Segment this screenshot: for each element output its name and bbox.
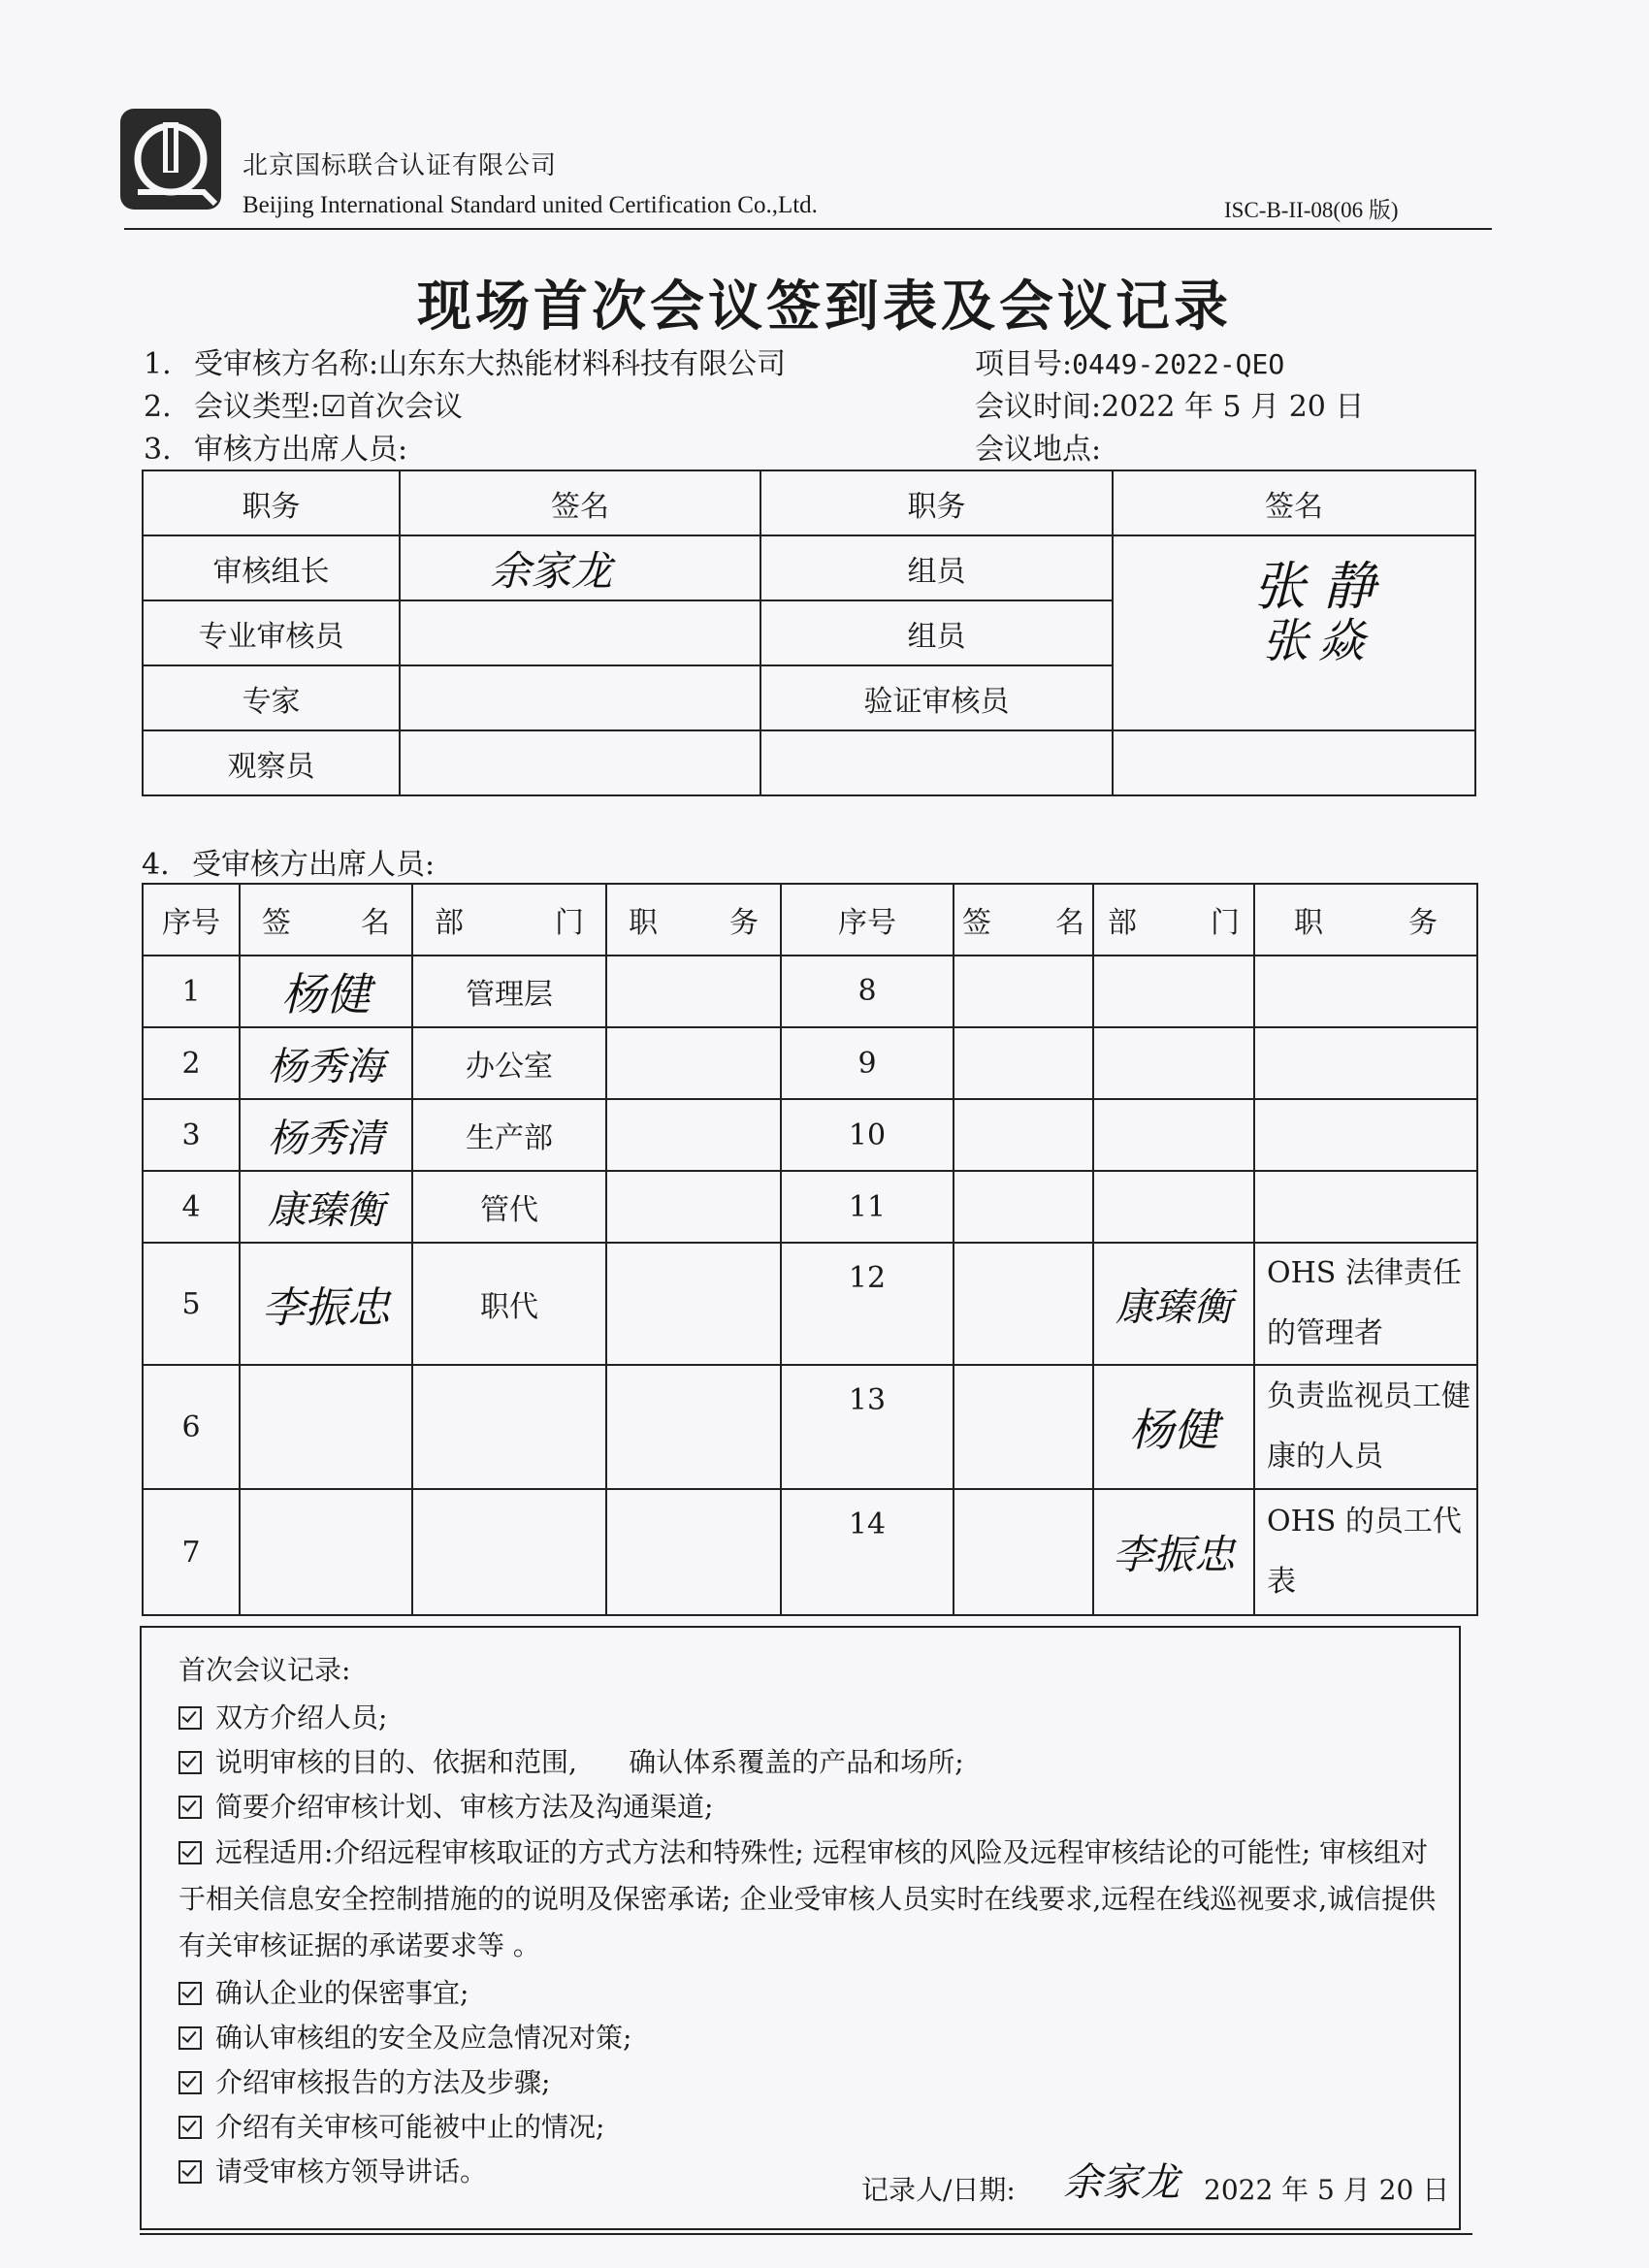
signature: 康臻衡 [268,1187,384,1233]
seq-cell: 14 [781,1489,954,1615]
signature-cell [954,1027,1093,1099]
role-cell: 组员 [760,535,1113,600]
document-code: ISC-B-II-08(06 版) [1224,198,1399,222]
table-header-row [143,470,1475,535]
header-signature: 签名 [400,470,760,535]
role-cell: 观察员 [143,730,400,795]
record-item [178,1971,1439,2016]
header-duty [606,884,781,956]
seq-cell: 1 [143,956,240,1027]
page-title: 现场首次会议签到表及会议记录 [417,275,1232,339]
signature-cell [240,1365,412,1489]
member-signature-cell [1113,535,1475,730]
duty-cell [606,1243,781,1365]
record-text: 确认企业的保密事宜; [215,1977,469,2009]
signature-cell [240,1171,412,1243]
role-cell: 验证审核员 [760,665,1113,730]
signature: 杨健 [281,968,371,1021]
dept-cell: 职代 [412,1243,606,1365]
dept-cell [1093,1099,1254,1171]
dept-cell [1093,1171,1254,1243]
header-signature: 签名 [1113,470,1475,535]
checkbox-checked-icon [178,1982,202,2005]
footer-divider [140,2233,1472,2235]
meeting-place-label: 会议地点: [975,433,1102,467]
company-name-cn: 北京国标联合认证有限公司 [242,151,558,180]
signature: 张焱 [1261,614,1374,668]
record-item [178,1740,1439,1785]
duty-cell [606,1365,781,1489]
record-item [178,2060,1439,2105]
signature-cell [1113,730,1475,795]
seq-cell: 2 [143,1027,240,1099]
records-title: 首次会议记录: [178,1654,351,1686]
header-role: 职务 [760,470,1113,535]
company-logo-icon [118,107,223,211]
header-char: 签 [262,906,291,940]
meeting-time-label: 会议时间: [975,390,1102,424]
table-row [143,1365,1477,1489]
duty-cell [1254,1099,1477,1171]
table-row [143,1099,1477,1171]
duty-cell: OHS 法律责任的管理者 [1254,1243,1477,1365]
record-item [178,1785,1439,1830]
auditee-value: 山东东大热能材料科技有限公司 [378,347,787,381]
dept-cell: 生产部 [412,1099,606,1171]
meeting-time-value: 2022 年 5 月 20 日 [1101,390,1365,424]
meeting-type-label: 会议类型: [194,390,321,424]
dept-cell [412,1489,606,1615]
header-role: 职务 [143,470,400,535]
seq-cell: 8 [781,956,954,1027]
seq-cell: 10 [781,1099,954,1171]
record-date: 2022 年 5 月 20 日 [1204,2174,1450,2206]
signature-cell [954,1171,1093,1243]
checkbox-checked-icon [178,1796,202,1819]
table-row [143,535,1475,600]
signature: 李振忠 [262,1283,390,1333]
header-sign [954,884,1093,956]
checkbox-checked-icon [178,1841,202,1864]
item-number: 1. [144,347,172,381]
dept-cell: 办公室 [412,1027,606,1099]
header-char: 职 [1294,906,1323,940]
signature: 康臻衡 [1116,1284,1232,1330]
dept-cell [1093,1027,1254,1099]
header-char: 部 [1108,906,1137,940]
header-seq: 序号 [143,884,240,956]
signature: 杨秀清 [268,1116,384,1161]
auditee-label: 受审核方名称: [194,347,379,381]
seq-cell: 4 [143,1171,240,1243]
header-char: 名 [361,906,390,940]
seq-cell: 13 [781,1365,954,1489]
signature-cell [954,1243,1093,1365]
duty-cell [606,1171,781,1243]
header-char: 签 [962,906,991,940]
table-row [143,730,1475,795]
duty-cell [606,1489,781,1615]
auditee-attendee-table [142,883,1478,1616]
audit-team-table [142,470,1476,796]
project-number-line [975,340,1284,382]
meeting-place-line [975,425,1101,468]
signature: 杨秀海 [268,1044,384,1089]
header-dept [1093,884,1254,956]
dept-cell: 管理层 [412,956,606,1027]
header-char: 门 [555,906,584,940]
record-item [178,2105,1439,2150]
record-item [178,2016,1439,2060]
role-cell: 组员 [760,600,1113,665]
record-item [178,1696,1439,1740]
recorder-label: 记录人/日期: [861,2174,1016,2206]
signature: 张静 [1253,556,1393,617]
record-text: 请受审核方领导讲话。 [215,2155,488,2187]
duty-cell [1254,1171,1477,1243]
checkbox-checked-icon [178,2160,202,2184]
table-header-row [143,884,1477,956]
signature-cell [400,535,760,600]
meeting-type-value: ☑首次会议 [320,390,464,424]
duty-cell: OHS 的员工代表 [1254,1489,1477,1615]
seq-cell: 6 [143,1365,240,1489]
checkbox-checked-icon [178,2071,202,2094]
signature-cell [954,1099,1093,1171]
signature-cell [400,730,760,795]
auditee-attendees-label: 受审核方出席人员: [192,848,436,882]
signature-cell [240,1099,412,1171]
signature-cell [240,956,412,1027]
role-cell: 审核组长 [143,535,400,600]
audit-attendees-line [144,425,407,468]
dept-cell [1093,1365,1254,1489]
signature: 余家龙 [489,546,612,595]
record-text: 确认审核组的安全及应急情况对策; [215,2022,632,2054]
checkbox-checked-icon [178,2026,202,2050]
role-cell: 专家 [143,665,400,730]
duty-cell [606,1099,781,1171]
dept-cell: 管代 [412,1171,606,1243]
header-char: 部 [435,906,464,940]
header-divider [124,228,1492,230]
signature: 李振忠 [1112,1531,1235,1578]
table-row [143,1027,1477,1099]
signature-cell [954,956,1093,1027]
table-row [143,1171,1477,1243]
checkbox-checked-icon [178,1706,202,1730]
seq-cell: 9 [781,1027,954,1099]
duty-cell [606,1027,781,1099]
header-char: 务 [729,906,759,940]
record-item [178,1830,1439,1969]
seq-cell: 11 [781,1171,954,1243]
dept-cell [1093,1243,1254,1365]
duty-cell [1254,956,1477,1027]
record-text: 介绍有关审核可能被中止的情况; [215,2111,605,2143]
header-char: 务 [1408,906,1438,940]
table-row [143,1489,1477,1615]
record-text: 介绍审核报告的方法及步骤; [215,2066,551,2098]
header-char: 名 [1055,906,1084,940]
auditee-attendees-line [142,840,435,883]
header-sign [240,884,412,956]
seq-cell: 7 [143,1489,240,1615]
role-cell [760,730,1113,795]
table-row [143,956,1477,1027]
project-value: 0449-2022-QEO [1072,348,1285,380]
item-number: 3. [144,433,172,467]
meeting-type-line [144,382,463,425]
header-dept [412,884,606,956]
header-seq: 序号 [781,884,954,956]
header-duty [1254,884,1477,956]
meeting-time-line [975,382,1364,425]
record-text: 说明审核的目的、依据和范围, 确认体系覆盖的产品和场所; [215,1746,964,1778]
checkbox-checked-icon [178,1751,202,1774]
meeting-records-box [140,1626,1461,2230]
seq-cell: 3 [143,1099,240,1171]
signature-cell [240,1243,412,1365]
recorder-signature: 余家龙 [1063,2160,1180,2205]
signature-cell [400,665,760,730]
signature: 杨健 [1129,1404,1218,1456]
record-text: 简要介绍审核计划、审核方法及沟通渠道; [215,1791,714,1823]
project-label: 项目号: [975,347,1073,381]
duty-cell [1254,1027,1477,1099]
signature-cell [954,1489,1093,1615]
item-number: 2. [144,390,172,424]
signature-cell [400,600,760,665]
company-name-en: Beijing International Standard united Certification Co.,Ltd. [242,192,818,218]
dept-cell [1093,1489,1254,1615]
role-cell: 专业审核员 [143,600,400,665]
checkbox-checked-icon [178,2116,202,2139]
dept-cell [1093,956,1254,1027]
duty-cell: 负责监视员工健康的人员 [1254,1365,1477,1489]
auditee-name-line [144,340,786,382]
audit-attendees-label: 审核方出席人员: [194,433,408,467]
seq-cell: 12 [781,1243,954,1365]
item-number: 4. [142,848,170,882]
dept-cell [412,1365,606,1489]
seq-cell: 5 [143,1243,240,1365]
table-row [143,1243,1477,1365]
signature-cell [240,1027,412,1099]
duty-cell [606,956,781,1027]
record-text: 双方介绍人员; [215,1701,388,1733]
signature-cell [240,1489,412,1615]
header-char: 门 [1211,906,1240,940]
signature-cell [954,1365,1093,1489]
header-char: 职 [629,906,658,940]
record-text: 远程适用:介绍远程审核取证的方式方法和特殊性; 远程审核的风险及远程审核结论的可能性; 审核组对于相关信息安全控制措施的的说明及保密承诺; 企业受审核人员实时在线要求,远程在线巡视要求,诚信提供有关审核证据的承诺要求等 。 [178,1836,1437,1961]
